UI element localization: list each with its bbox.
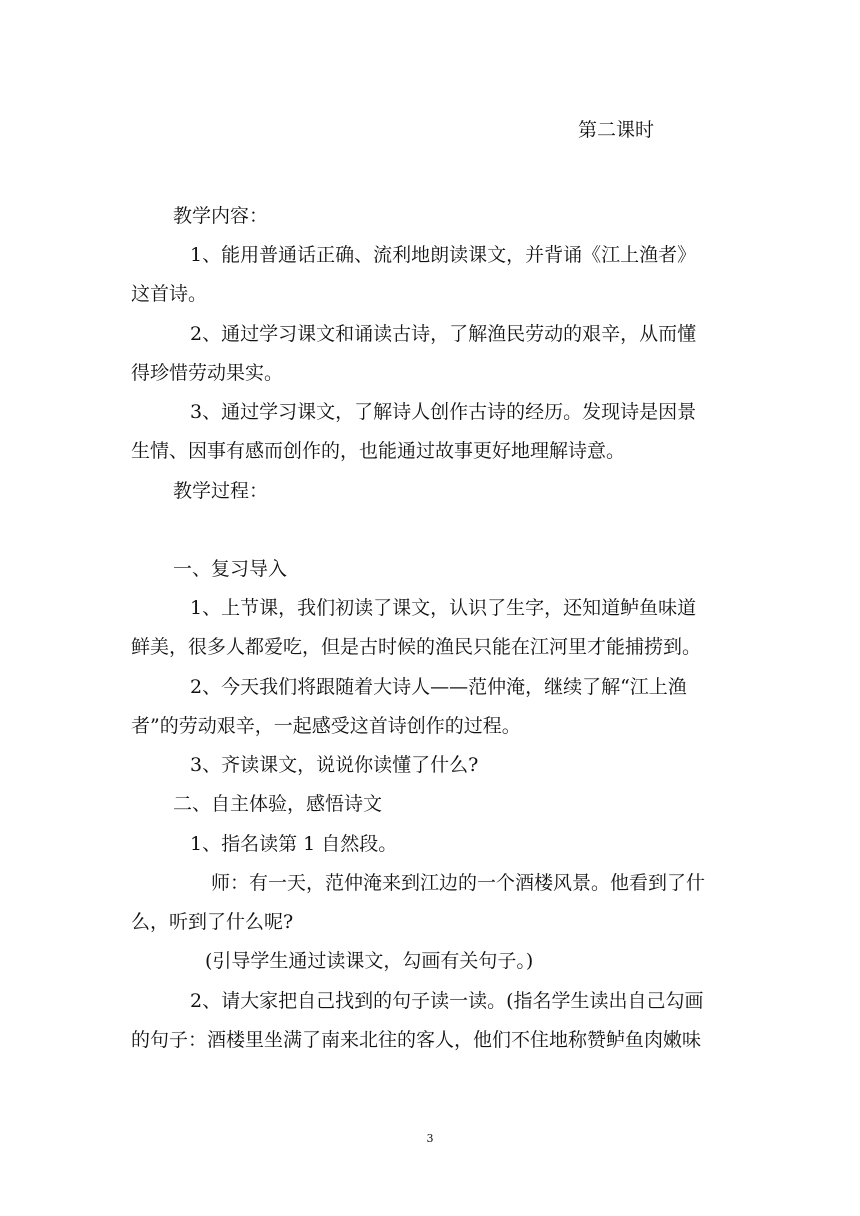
paragraph-line: 1、指名读第 1 自然段。: [190, 833, 398, 855]
paragraph-line: 师：有一天，范仲淹来到江边的一个酒楼风景。他看到了什: [211, 872, 706, 894]
paragraph-line: 2、请大家把自己找到的句子读一读。(指名学生读出自己勾画: [190, 990, 704, 1012]
paragraph-line: 的句子：酒楼里坐满了南来北往的客人，他们不住地称赞鲈鱼肉嫩味: [131, 1029, 702, 1051]
paragraph-line: 生情、因事有感而创作的，也能通过故事更好地理解诗意。: [131, 440, 626, 462]
paragraph-line: 3、通过学习课文，了解诗人创作古诗的经历。发现诗是因景: [190, 401, 697, 423]
section-heading-content: 教学内容：: [173, 205, 269, 227]
paragraph-line: 这首诗。: [131, 283, 208, 305]
section-heading-review: 一、复习导入: [173, 558, 288, 580]
paragraph-line: 2、通过学习课文和诵读古诗，了解渔民劳动的艰辛，从而懂: [190, 323, 697, 345]
paragraph-line: 1、上节课，我们初读了课文，认识了生字，还知道鲈鱼味道: [190, 597, 697, 619]
lesson-title: 第二课时: [578, 119, 655, 141]
paragraph-line: 么，听到了什么呢?: [131, 911, 294, 933]
paragraph-line: 者”的劳动艰辛，一起感受这首诗创作的过程。: [131, 715, 521, 737]
paragraph-line: (引导学生通过读课文，勾画有关句子。): [205, 950, 534, 972]
paragraph-line: 1、能用普通话正确、流利地朗读课文，并背诵《江上渔者》: [190, 244, 697, 266]
page-number: 3: [426, 1132, 434, 1145]
section-heading-experience: 二、自主体验，感悟诗文: [173, 793, 383, 815]
paragraph-line: 3、齐读课文，说说你读懂了什么?: [190, 754, 479, 776]
section-heading-process: 教学过程：: [173, 480, 269, 502]
paragraph-line: 2、今天我们将跟随着大诗人——范仲淹，继续了解“江上渔: [190, 676, 687, 698]
paragraph-line: 得珍惜劳动果实。: [131, 362, 284, 384]
paragraph-line: 鲜美，很多人都爱吃，但是古时候的渔民只能在江河里才能捕捞到。: [131, 636, 702, 658]
